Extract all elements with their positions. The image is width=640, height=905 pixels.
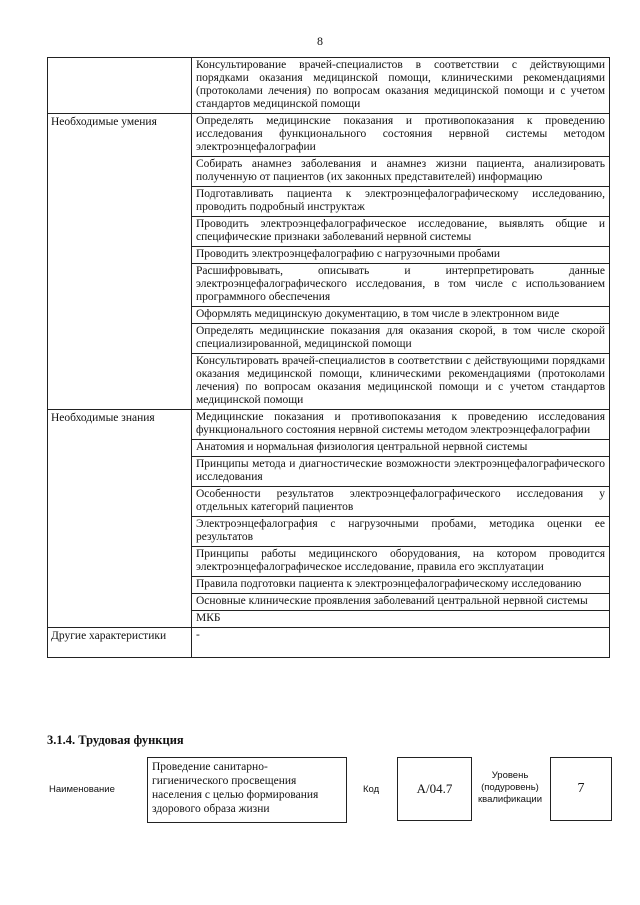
knowledge-item: Медицинские показания и противопоказания к проведению исследования функционального состояния нервной системы методом электроэнцефалографии [196,411,605,436]
code-value: А/04.7 [397,757,472,821]
skill-item: Определять медицинские показания и противопоказания к проведению исследования функционального состояния нервной системы методом электроэнцефалографии [196,115,605,153]
knowledge-item: Принципы метода и диагностические возможности электроэнцефалографического исследования [192,456,609,486]
code-label: Код [363,784,380,795]
knowledge-item: Принципы работы медицинского оборудования, на котором проводится электроэнцефалографическое исследование, правила его эксплуатации [192,546,609,576]
skill-item: Консультировать врачей-специалистов в соответствии с действующими порядками оказания медицинской помощи, клиническими рекомендациями (протоколами лечения) по вопросам оказания медицинской помощи и с учетом стандартов медицинской помощи [192,353,609,409]
skills-cell [192,114,610,410]
page-number: 8 [317,34,323,48]
first-rows-cell [192,58,610,114]
knowledge-item: Особенности результатов электроэнцефалографического исследования у отдельных категорий пациентов [192,486,609,516]
skills-label: Необходимые умения [48,114,192,410]
skill-item: Подготавливать пациента к электроэнцефалографическому исследованию, проводить подробный инструктаж [192,186,609,216]
skill-item: Расшифровывать, описывать и интерпретировать данные электроэнцефалографического исследования, в том числе с использованием программного обеспечения [192,263,609,306]
name-label: Наименование [49,784,115,795]
table-cell: Консультирование врачей-специалистов в соответствии с действующими порядками оказания медицинской помощи, клиническими рекомендациями (протоколами лечения) по вопросам оказания медицинской помощи и с учетом стандартов медицинской помощи [196,59,605,110]
knowledge-label: Необходимые знания [48,410,192,628]
level-label: Уровень (подуровень) квалификации [477,770,543,805]
skill-item: Проводить электроэнцефалографическое исследование, выявлять общие и специфические признаки заболеваний нервной системы [192,216,609,246]
section-title: 3.1.4. Трудовая функция [47,733,184,747]
knowledge-item: Электроэнцефалография с нагрузочными пробами, методика оценки ее результатов [192,516,609,546]
skill-item: Собирать анамнез заболевания и анамнез жизни пациента, анализировать полученную от пациентов (их законных представителей) информацию [192,156,609,186]
skill-item: Оформлять медицинскую документацию, в том числе в электронном виде [192,306,609,323]
knowledge-cell [192,410,610,628]
table-row [48,410,610,628]
knowledge-item: Основные клинические проявления заболеваний центральной нервной системы [192,593,609,610]
knowledge-item: Анатомия и нормальная физиология центральной нервной системы [192,439,609,456]
other-value: - [196,629,200,641]
level-value: 7 [550,757,612,821]
table-row [48,114,610,410]
table-row [48,58,610,114]
name-value: Проведение санитарно-гигиенического просвещения населения с целью формирования здорового образа жизни [147,757,347,823]
other-label: Другие характеристики [48,628,192,658]
empty-label-cell [48,58,192,114]
skill-item: Проводить электроэнцефалографию с нагрузочными пробами [192,246,609,263]
skill-item: Определять медицинские показания для оказания скорой, в том числе скорой специализированной, медицинской помощи [192,323,609,353]
table-row [48,628,610,658]
knowledge-item: Правила подготовки пациента к электроэнцефалографическому исследованию [192,576,609,593]
competency-table [47,57,610,658]
other-cell [192,628,610,658]
knowledge-item: МКБ [192,610,609,627]
